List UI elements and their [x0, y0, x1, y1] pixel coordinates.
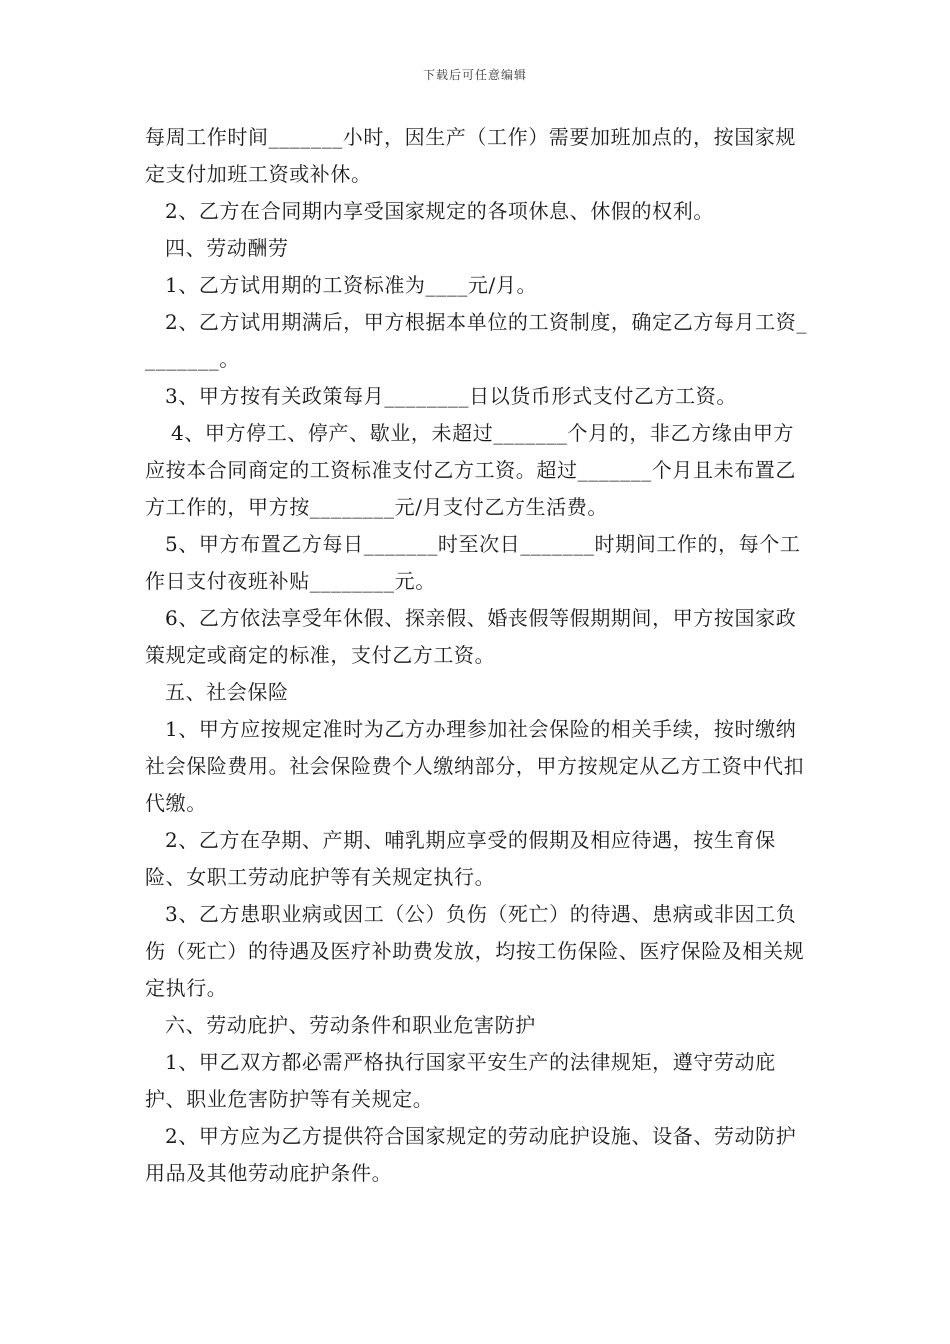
paragraph: 2、甲方应为乙方提供符合国家规定的劳动庇护设施、设备、劳动防护用品及其他劳动庇护条件。 — [145, 1124, 797, 1185]
paragraph: 1、甲方应按规定准时为乙方办理参加社会保险的相关手续，按时缴纳社会保险费用。社会保险费个人缴纳部分，甲方按规定从乙方工资中代扣代缴。 — [145, 717, 805, 815]
paragraph: 1、乙方试用期的工资标准为____元/月。 — [165, 273, 538, 297]
section-heading: 六、劳动庇护、劳动条件和职业危害防护 — [165, 1013, 536, 1037]
paragraph: 3、乙方患职业病或因工（公）负伤（死亡）的待遇、患病或非因工负伤（死亡）的待遇及医疗补助费发放，均按工伤保险、医疗保险及相关规定执行。 — [145, 902, 805, 1000]
document-body — [145, 119, 810, 1192]
section-heading: 四、劳动酬劳 — [165, 236, 289, 260]
page-header: 下载后可任意编辑 — [422, 68, 527, 82]
paragraph: 2、乙方试用期满后，甲方根据本单位的工资制度，确定乙方每月工资________。 — [145, 310, 807, 371]
paragraph: 6、乙方依法享受年休假、探亲假、婚丧假等假期期间，甲方按国家政策规定或商定的标准，支付乙方工资。 — [145, 606, 797, 667]
section-heading: 五、社会保险 — [165, 680, 289, 704]
paragraph: 2、乙方在合同期内享受国家规定的各项休息、休假的权利。 — [165, 199, 714, 223]
paragraph: 1、甲乙双方都必需严格执行国家平安生产的法律规矩，遵守劳动庇护、职业危害防护等有关规定。 — [145, 1050, 776, 1111]
paragraph: 5、甲方布置乙方每日_______时至次日_______时期间工作的，每个工作日支付夜班补贴________元。 — [145, 532, 801, 593]
paragraph: 3、甲方按有关政策每月________日以货币形式支付乙方工资。 — [165, 384, 737, 408]
paragraph: 每周工作时间_______小时，因生产（工作）需要加班加点的，按国家规定支付加班工资或补休。 — [145, 125, 796, 186]
paragraph: 2、乙方在孕期、产期、哺乳期应享受的假期及相应待遇，按生育保险、女职工劳动庇护等有关规定执行。 — [145, 828, 776, 889]
paragraph: 4、甲方停工、停产、歇业，未超过_______个月的，非乙方缘由甲方应按本合同商定的工资标准支付乙方工资。超过_______个月且未布置乙方工作的，甲方按________元/月支付乙方生活费。 — [145, 421, 796, 519]
